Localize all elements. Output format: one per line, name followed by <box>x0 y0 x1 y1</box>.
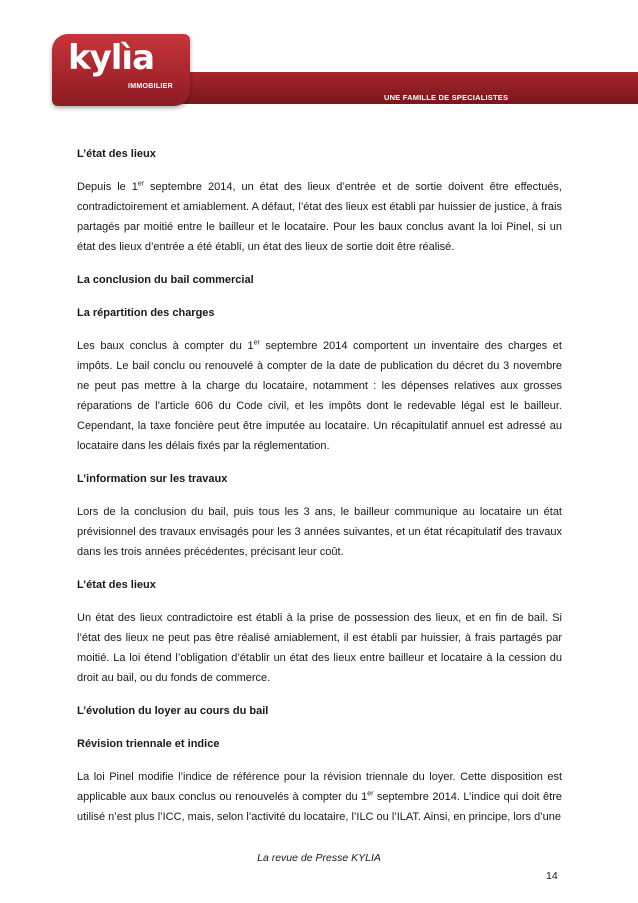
section-heading: L’état des lieux <box>77 579 156 591</box>
logo-text: kylìa <box>68 38 155 78</box>
paragraph: La loi Pinel modifie l’indice de référence pour la révision triennale du loyer. Cette disposition est applicable aux baux conclus ou renouvelés à compter du 1er septembre 2014. L’indice qui doit être utilisé n’est plus l’ICC, mais, selon l’activité du locataire, l’ILC ou l’ILAT. Ainsi, en principe, lors d’une <box>77 771 562 823</box>
section-heading: La répartition des charges <box>77 307 215 319</box>
document-body <box>77 144 562 827</box>
logo-subtitle: IMMOBILIER <box>128 83 173 90</box>
page-number: 14 <box>546 870 558 882</box>
paragraph: Depuis le 1er septembre 2014, un état des lieux d’entrée et de sortie doivent être effectués, contradictoirement et amiablement. A défaut, l’état des lieux est établi par huissier de justice, à frais partagés par moitié entre le bailleur et le locataire. Pour les baux conclus avant la loi Pinel, si un état des lieux d’entrée a été établi, un état des lieux de sortie doit être réalisé. <box>77 180 562 253</box>
section-heading: La conclusion du bail commercial <box>77 274 254 286</box>
section-heading: L’état des lieux <box>77 148 156 160</box>
paragraph: Un état des lieux contradictoire est établi à la prise de possession des lieux, et en fin de bail. Si l’état des lieux ne peut pas être réalisé amiablement, il est établi par huissier, à frais partagés par moitié. La loi étend l’obligation d’établir un état des lieux entre bailleur et locataire à la cession du droit au bail, ou du fonds de commerce. <box>77 612 562 684</box>
section-heading: L’information sur les travaux <box>77 473 228 485</box>
page-header <box>0 0 638 118</box>
footer-title: La revue de Presse KYLIA <box>257 852 381 864</box>
section-heading: Révision triennale et indice <box>77 738 220 750</box>
paragraph: Lors de la conclusion du bail, puis tous les 3 ans, le bailleur communique au locataire un état prévisionnel des travaux envisagés pour les 3 années suivantes, et un état récapitulatif des travaux dans les trois années précédentes, précisant leur coût. <box>77 506 562 558</box>
section-heading: L’évolution du loyer au cours du bail <box>77 705 269 717</box>
paragraph: Les baux conclus à compter du 1er septembre 2014 comportent un inventaire des charges et impôts. Le bail conclu ou renouvelé à compter de la date de publication du décret du 3 novembre ne peut pas mettre à la charge du locataire, notamment : les dépenses relatives aux grosses réparations de l’article 606 du Code civil, et les impôts dont le redevable légal est le bailleur. Cependant, la taxe foncière peut être imputée au locataire. Un récapitulatif annuel est adressé au locataire dans les délais fixés par la réglementation. <box>77 339 562 452</box>
header-tagline: UNE FAMILLE DE SPECIALISTES <box>384 93 509 102</box>
